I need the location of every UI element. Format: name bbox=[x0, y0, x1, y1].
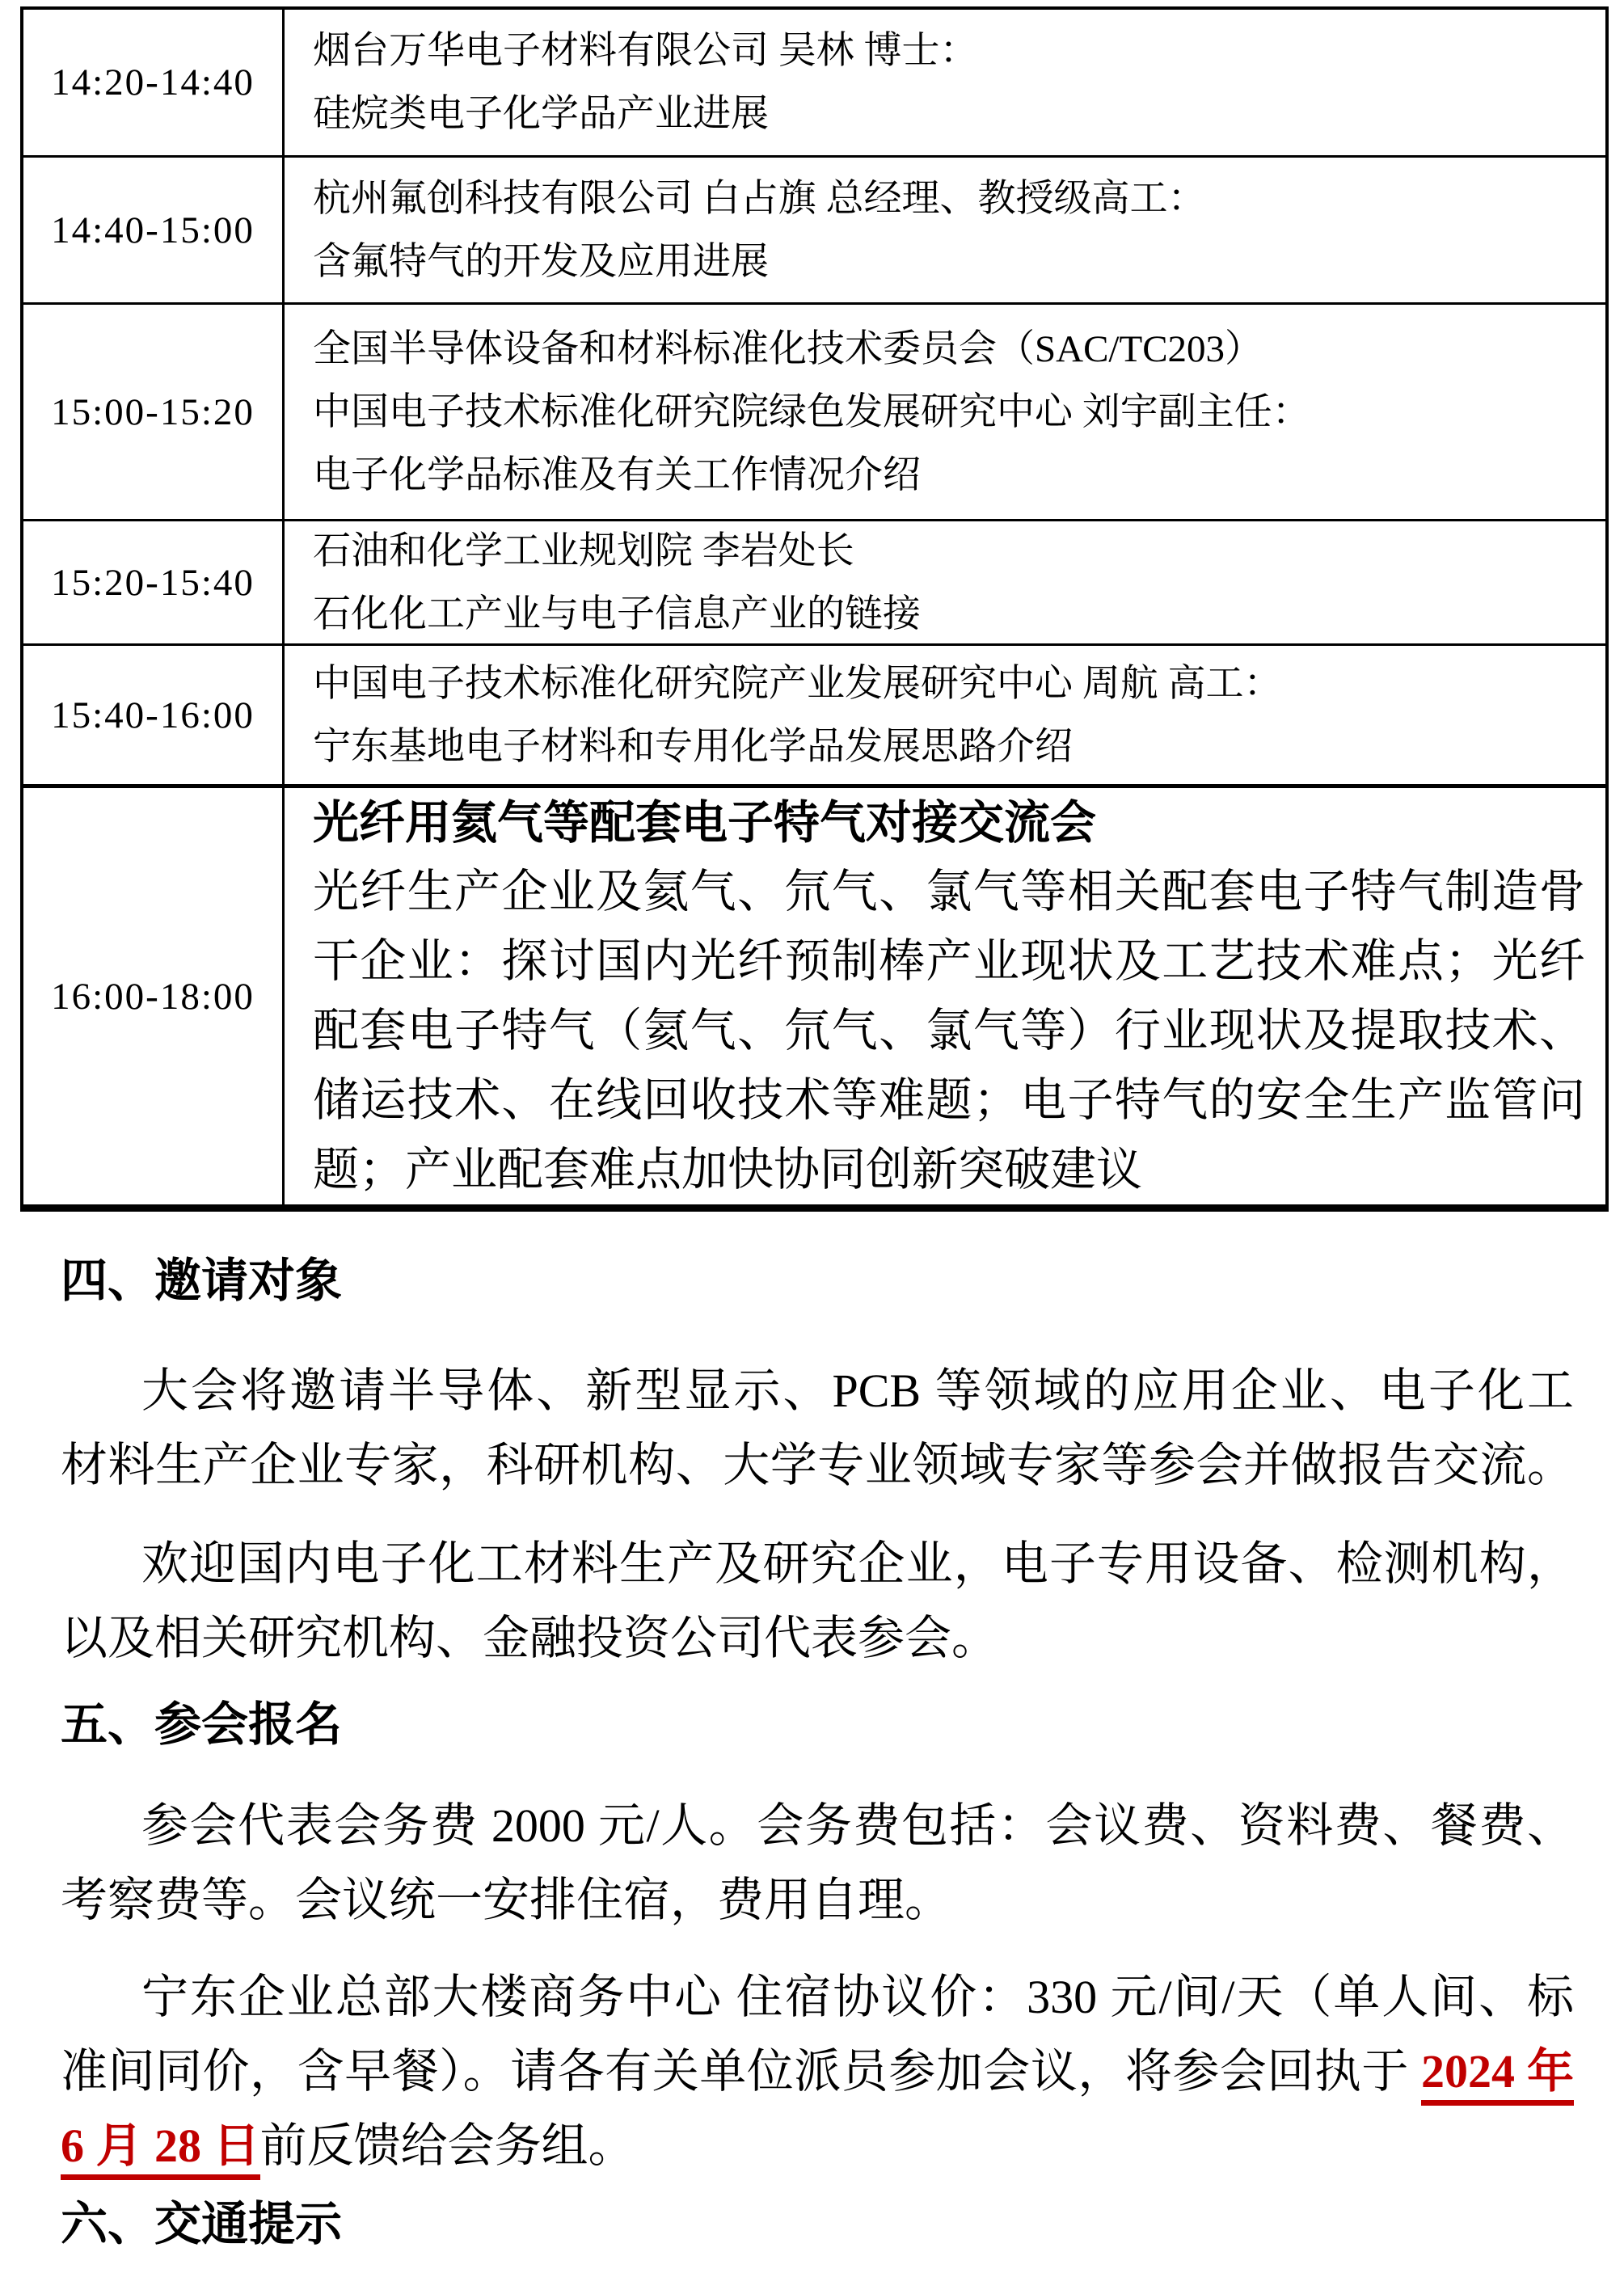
time-cell: 16:00-18:00 bbox=[23, 788, 285, 1204]
table-row bbox=[23, 519, 1605, 643]
paragraph-line: 以及相关研究机构、金融投资公司代表参会。 bbox=[61, 1612, 999, 1664]
session-line: 中国电子技术标准化研究院产业发展研究中心 周航 高工： bbox=[313, 662, 1282, 705]
table-row bbox=[23, 784, 1605, 1204]
session-line: 储运技术、在线回收技术等难题；电子特气的安全生产监管问 bbox=[313, 1074, 1585, 1126]
paragraph-line: 材料生产企业专家，科研机构、大学专业领域专家等参会并做报告交流。 bbox=[61, 1439, 1574, 1491]
session-line: 宁东基地电子材料和专用化学品发展思路介绍 bbox=[313, 725, 1073, 768]
paragraph-text: 准间同价，含早餐）。请各有关单位派员参加会议，将参会回执于 bbox=[61, 2045, 1421, 2098]
session-line: 含氟特气的开发及应用进展 bbox=[313, 240, 769, 283]
section-heading-invite: 四、邀请对象 bbox=[61, 1255, 343, 1307]
session-line: 配套电子特气（氦气、氘气、氯气等）行业现状及提取技术、 bbox=[313, 1005, 1585, 1056]
document-body bbox=[0, 1253, 1624, 2253]
session-line: 全国半导体设备和材料标准化技术委员会（SAC/TC203） bbox=[313, 327, 1263, 370]
paragraph-line bbox=[61, 2109, 1574, 2183]
session-line: 电子化学品标准及有关工作情况介绍 bbox=[313, 453, 921, 496]
session-line: 干企业：探讨国内光纤预制棒产业现状及工艺技术难点；光纤 bbox=[313, 935, 1585, 987]
session-line: 硅烷类电子化学品产业进展 bbox=[313, 93, 769, 135]
session-line: 石油和化学工业规划院 李岩处长 bbox=[313, 529, 854, 572]
session-line: 烟台万华电子材料有限公司 吴林 博士： bbox=[313, 30, 978, 72]
session-cell bbox=[285, 10, 1605, 155]
schedule-table bbox=[20, 6, 1609, 1212]
session-cell bbox=[285, 646, 1605, 784]
table-row bbox=[23, 643, 1605, 784]
section-heading-register: 五、参会报名 bbox=[61, 1698, 343, 1751]
session-cell bbox=[285, 305, 1605, 519]
session-cell bbox=[285, 521, 1605, 643]
time-cell: 14:40-15:00 bbox=[23, 158, 285, 302]
section-heading-traffic: 六、交通提示 bbox=[61, 2198, 343, 2250]
session-line: 杭州氟创科技有限公司 白占旗 总经理、教授级高工： bbox=[313, 177, 1206, 220]
paragraph-line: 大会将邀请半导体、新型显示、PCB 等领域的应用企业、电子化工 bbox=[141, 1364, 1574, 1417]
session-cell bbox=[285, 158, 1605, 302]
session-line: 石化化工产业与电子信息产业的链接 bbox=[313, 592, 921, 635]
paragraph-line: 参会代表会务费 2000 元/人。会务费包括：会议费、资料费、餐费、 bbox=[141, 1799, 1574, 1852]
paragraph-line bbox=[61, 2035, 1574, 2109]
table-row bbox=[23, 10, 1605, 155]
session-line: 题；产业配套难点加快协同创新突破建议 bbox=[313, 1144, 1142, 1196]
session-line: 中国电子技术标准化研究院绿色发展研究中心 刘宇副主任： bbox=[313, 390, 1310, 433]
session-line: 光纤生产企业及氦气、氘气、氯气等相关配套电子特气制造骨 bbox=[313, 866, 1585, 917]
time-cell: 15:20-15:40 bbox=[23, 521, 285, 643]
paragraph-line: 宁东企业总部大楼商务中心 住宿协议价：330 元/间/天（单人间、标 bbox=[141, 1971, 1574, 2023]
deadline-date-highlight: 2024 年 bbox=[1421, 2045, 1574, 2106]
time-cell: 15:40-16:00 bbox=[23, 646, 285, 784]
paragraph-line: 欢迎国内电子化工材料生产及研究企业，电子专用设备、检测机构， bbox=[141, 1537, 1574, 1590]
paragraph-line: 考察费等。会议统一安排住宿，费用自理。 bbox=[61, 1874, 952, 1926]
time-cell: 14:20-14:40 bbox=[23, 10, 285, 155]
table-row bbox=[23, 155, 1605, 302]
paragraph-text: 前反馈给会务组。 bbox=[259, 2119, 635, 2172]
table-row bbox=[23, 302, 1605, 519]
session-cell bbox=[285, 788, 1605, 1204]
time-cell: 15:00-15:20 bbox=[23, 305, 285, 519]
session-title: 光纤用氦气等配套电子特气对接交流会 bbox=[313, 796, 1096, 849]
deadline-date-highlight: 6 月 28 日 bbox=[61, 2119, 260, 2180]
